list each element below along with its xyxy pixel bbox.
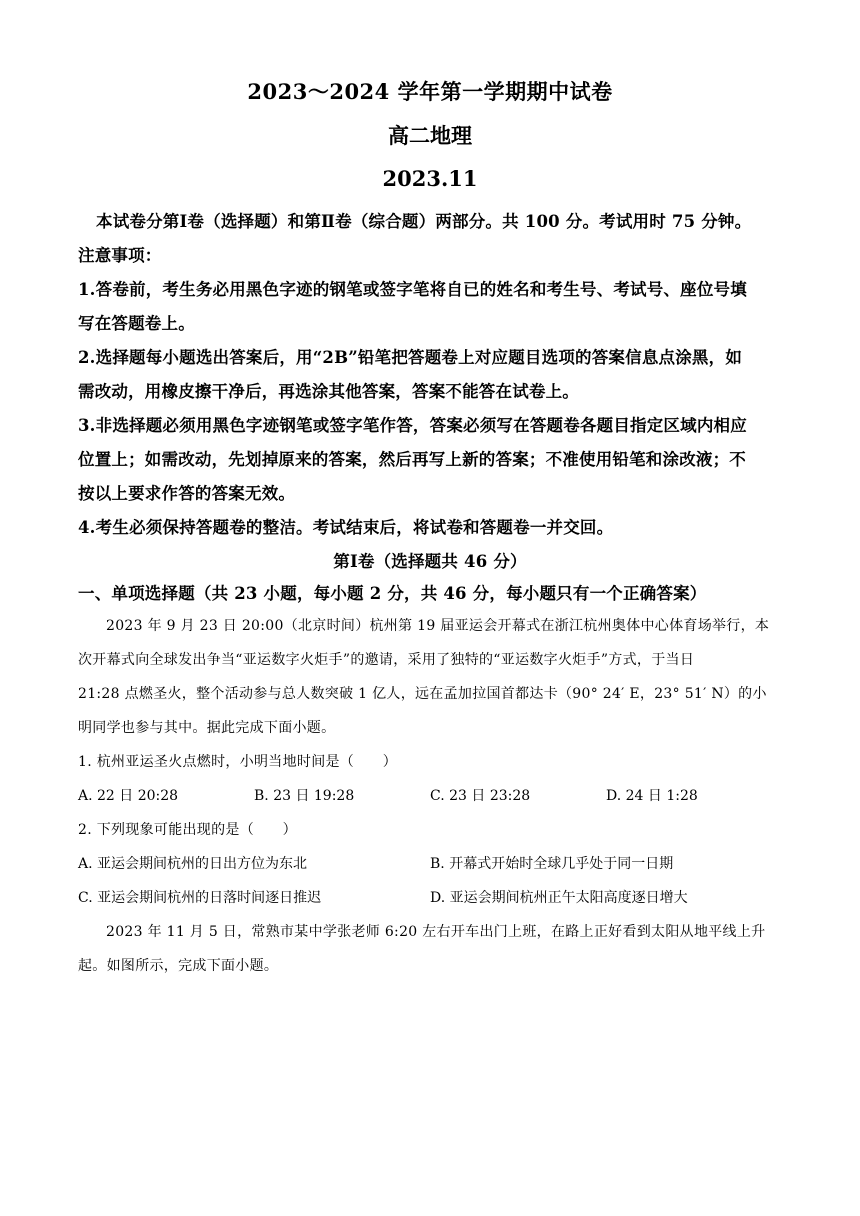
q1-option-c: C. 23 日 23:28	[430, 788, 531, 804]
intro-text: 本试卷分第Ⅰ卷（选择题）和第Ⅱ卷（综合题）两部分。共 100 分。考试用时 75 分钟。	[96, 212, 752, 231]
question-1-stem: 1. 杭州亚运圣火点燃时，小明当地时间是（ ）	[78, 754, 398, 770]
passage-line: 21:28 点燃圣火，整个活动参与总人数突破 1 亿人，远在孟加拉国首都达卡（90° 24′ E，23° 51′ N）的小	[78, 686, 767, 702]
question-2-stem: 2. 下列现象可能出现的是（ ）	[78, 822, 297, 838]
notice-line: 3.非选择题必须用黑色字迹钢笔或签字笔作答，答案必须写在答题卷各题目指定区域内相应	[78, 416, 747, 435]
notice-line: 1.答卷前，考生务必用黑色字迹的钢笔或签字笔将自已的姓名和考生号、考试号、座位号填	[78, 280, 747, 299]
notice-line: 2.选择题每小题选出答案后，用“2B”铅笔把答题卷上对应题目选项的答案信息点涂黑，如	[78, 348, 743, 367]
exam-title: 2023～2024 学年第一学期期中试卷	[247, 79, 613, 104]
subject-title: 高二地理	[388, 123, 472, 148]
notice-line: 写在答题卷上。	[78, 314, 195, 333]
part1-heading: 第Ⅰ卷（选择题共 46 分）	[333, 552, 527, 571]
q1-option-a: A. 22 日 20:28	[78, 788, 179, 804]
exam-date: 2023.11	[382, 166, 478, 191]
section-heading: 一、单项选择题（共 23 小题，每小题 2 分，共 46 分，每小题只有一个正确答案）	[78, 584, 707, 603]
notice-line: 按以上要求作答的答案无效。	[78, 484, 296, 503]
q2-option-c: C. 亚运会期间杭州的日落时间逐日推迟	[78, 890, 322, 906]
q2-option-b: B. 开幕式开始时全球几乎处于同一日期	[430, 856, 674, 872]
q1-option-d: D. 24 日 1:28	[606, 788, 698, 804]
notice-heading: 注意事项：	[78, 246, 162, 265]
q1-option-b: B. 23 日 19:28	[254, 788, 355, 804]
notice-line: 位置上；如需改动，先划掉原来的答案，然后再写上新的答案；不准使用铅笔和涂改液；不	[78, 450, 746, 469]
notice-line: 4.考生必须保持答题卷的整洁。考试结束后，将试卷和答题卷一并交回。	[78, 518, 614, 537]
q2-option-a: A. 亚运会期间杭州的日出方位为东北	[78, 856, 308, 872]
notice-line: 需改动，用橡皮擦干净后，再选涂其他答案，答案不能答在试卷上。	[78, 382, 579, 401]
q2-option-d: D. 亚运会期间杭州正午太阳高度逐日增大	[430, 890, 688, 906]
passage-line: 明同学也参与其中。据此完成下面小题。	[78, 720, 336, 736]
passage-line: 2023 年 11 月 5 日，常熟市某中学张老师 6:20 左右开车出门上班，在路上正好看到太阳从地平线上升	[106, 924, 766, 940]
passage-line: 起。如图所示，完成下面小题。	[78, 958, 279, 974]
passage-line: 次开幕式向全球发出争当“亚运数字火炬手”的邀请，采用了独特的“亚运数字火炬手”方式，于当日	[78, 652, 695, 668]
passage-line: 2023 年 9 月 23 日 20:00（北京时间）杭州第 19 届亚运会开幕式在浙江杭州奥体中心体育场举行，本	[106, 618, 770, 634]
